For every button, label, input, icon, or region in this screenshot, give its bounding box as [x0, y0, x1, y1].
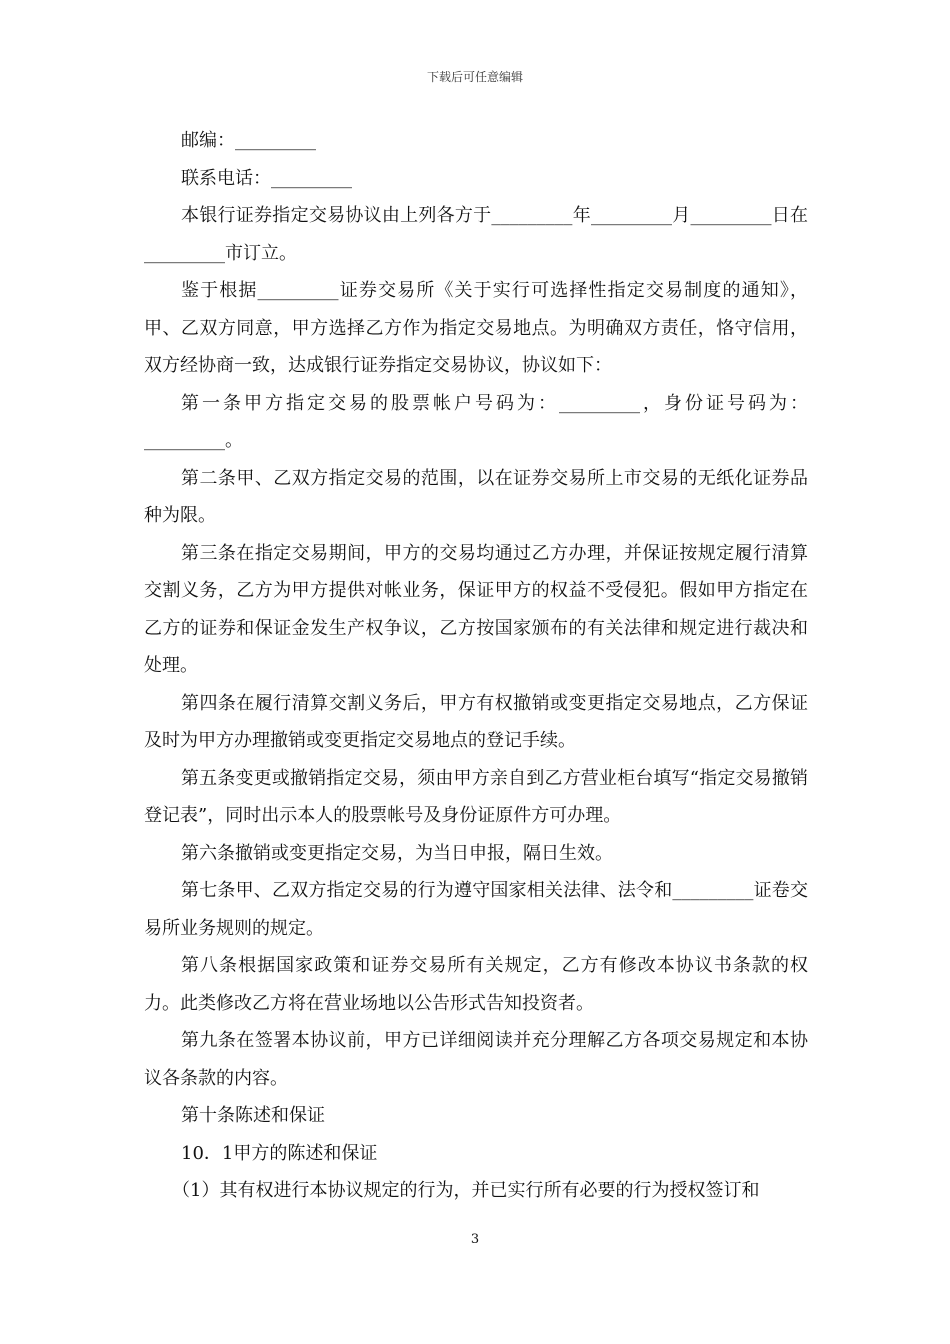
article-1: 第一条甲方指定交易的股票帐户号码为：_________，身份证号码为：_________。	[144, 392, 808, 451]
page-number: 3	[470, 1232, 480, 1247]
clause-10-1-1: （1）其有权进行本协议规定的行为，并已实行所有必要的行为授权签订和	[172, 1180, 760, 1201]
article-10-heading: 第十条陈述和保证	[181, 1105, 325, 1126]
article-6: 第六条撤销或变更指定交易，为当日申报，隔日生效。	[181, 842, 613, 864]
agreement-date-paragraph: 本银行证券指定交易协议由上列各方于_________年_________月_________日在_________市订立。	[144, 205, 808, 264]
article-3: 第三条在指定交易期间，甲方的交易均通过乙方办理，并保证按规定履行清算交割义务，乙方为甲方提供对帐业务，保证甲方的权益不受侵犯。假如甲方指定在乙方的证券和保证金发生产权争议，乙方按国家颁布的有关法律和规定进行裁决和处理。	[144, 542, 808, 676]
preamble-paragraph: 鉴于根据_________证券交易所《关于实行可选择性指定交易制度的通知》，甲、乙双方同意，甲方选择乙方作为指定交易地点。为明确双方责任，恪守信用，双方经协商一致，达成银行证券指定交易协议，协议如下：	[144, 280, 808, 376]
page-header-note: 下载后可任意编辑	[426, 70, 523, 84]
article-7: 第七条甲、乙双方指定交易的行为遵守国家相关法律、法令和_________证卷交易所业务规则的规定。	[144, 880, 808, 939]
article-8: 第八条根据国家政策和证券交易所有关规定，乙方有修改本协议书条款的权力。此类修改乙方将在营业场地以公告形式告知投资者。	[144, 955, 808, 1014]
document-body	[144, 122, 808, 1210]
article-9: 第九条在签署本协议前，甲方已详细阅读并充分理解乙方各项交易规定和本协议各条款的内容。	[144, 1030, 808, 1089]
article-2: 第二条甲、乙双方指定交易的范围，以在证券交易所上市交易的无纸化证券品种为限。	[144, 467, 808, 526]
postcode-line: 邮编：_________	[181, 130, 316, 151]
phone-line: 联系电话：_________	[181, 167, 352, 189]
article-5: 第五条变更或撤销指定交易，须由甲方亲自到乙方营业柜台填写“指定交易撤销登记表”，同时出示本人的股票帐号及身份证原件方可办理。	[144, 767, 808, 826]
section-10-1-heading: 10．1甲方的陈述和保证	[181, 1142, 378, 1164]
article-4: 第四条在履行清算交割义务后，甲方有权撤销或变更指定交易地点，乙方保证及时为甲方办理撤销或变更指定交易地点的登记手续。	[144, 692, 808, 751]
